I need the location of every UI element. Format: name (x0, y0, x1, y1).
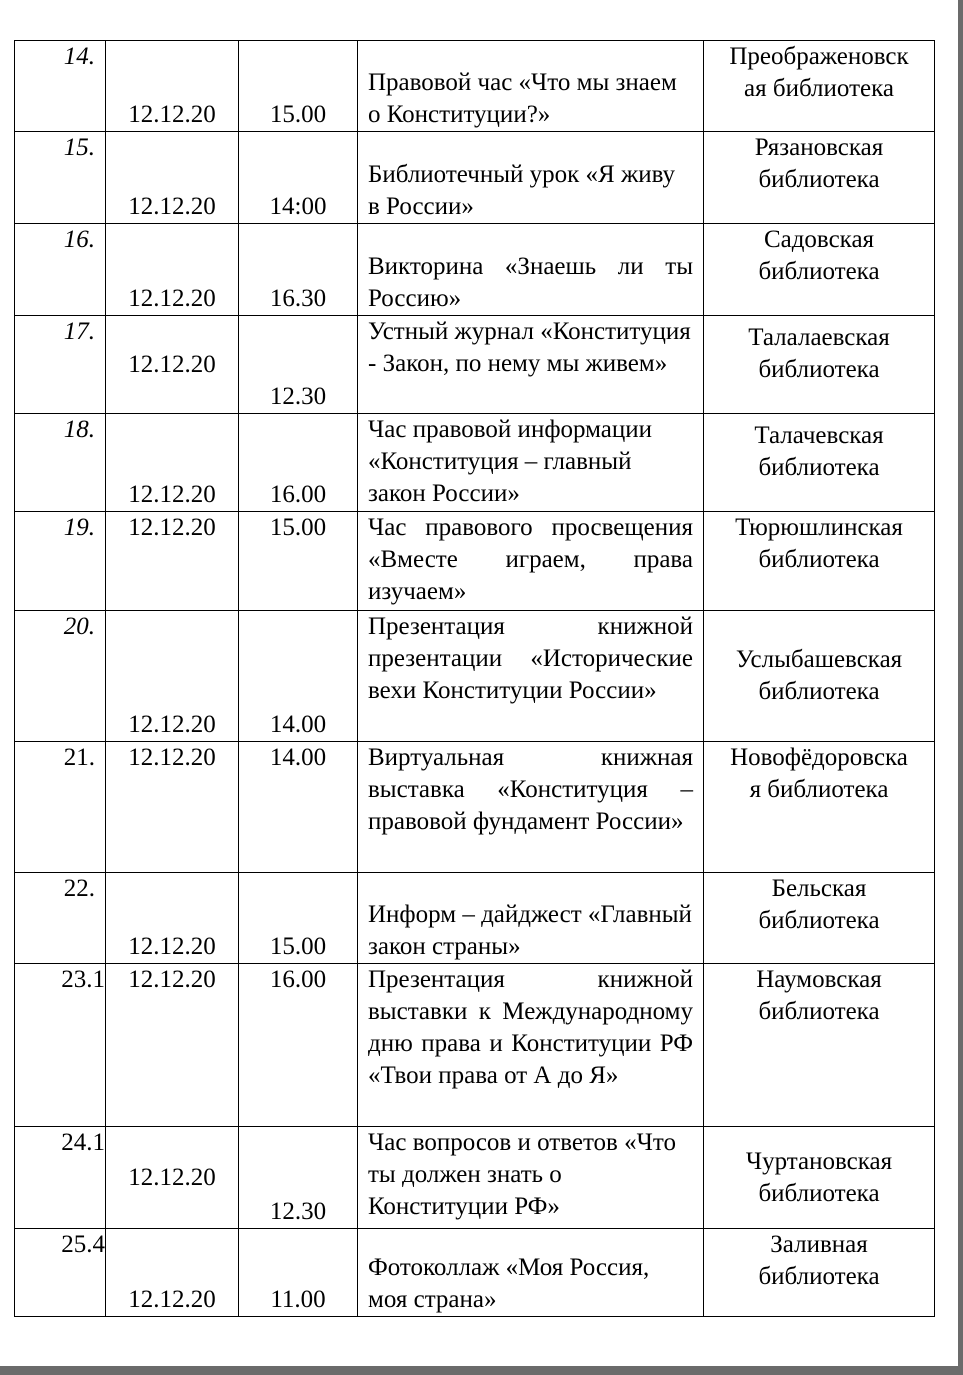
row-number: 24.1 (15, 1127, 106, 1229)
event-date: 12.12.20 (106, 224, 239, 316)
table-row (15, 1229, 935, 1317)
table-row (15, 873, 935, 964)
row-number: 18. (15, 414, 106, 512)
event-time: 14:00 (239, 132, 358, 224)
event-date: 12.12.20 (106, 873, 239, 964)
row-number: 16. (15, 224, 106, 316)
event-title: Час правовой информации «Конституция – главный закон России» (358, 414, 704, 512)
row-number: 25.4 (15, 1229, 106, 1317)
library-name: Бельская библиотека (704, 873, 935, 964)
event-time: 15.00 (239, 512, 358, 611)
event-time: 12.30 (239, 1127, 358, 1229)
library-name: Садовская библиотека (704, 224, 935, 316)
event-title: Устный журнал «Конституция - Закон, по нему мы живем» (358, 316, 704, 414)
event-title: Фотоколлаж «Моя Россия, моя страна» (358, 1229, 704, 1317)
library-name: Заливная библиотека (704, 1229, 935, 1317)
event-time: 16.30 (239, 224, 358, 316)
event-date: 12.12.20 (106, 132, 239, 224)
table-row (15, 224, 935, 316)
event-time: 14.00 (239, 611, 358, 742)
event-time: 16.00 (239, 414, 358, 512)
event-date: 12.12.20 (106, 414, 239, 512)
table-row (15, 316, 935, 414)
table-row (15, 414, 935, 512)
table-row (15, 1127, 935, 1229)
event-title: Час вопросов и ответов «Что ты должен знать о Конституции РФ» (358, 1127, 704, 1229)
event-date: 12.12.20 (106, 512, 239, 611)
event-date: 12.12.20 (106, 964, 239, 1127)
page-edge-right (958, 0, 963, 1375)
library-name: Услыбашевская библиотека (704, 611, 935, 742)
event-title: Правовой час «Что мы знаем о Конституции?» (358, 41, 704, 132)
table-row (15, 41, 935, 132)
library-name: Преображеновск ая библиотека (704, 41, 935, 132)
row-number: 17. (15, 316, 106, 414)
event-title: Презентация книжной выставки к Международному дню права и Конституции РФ «Твои права от А до Я» (358, 964, 704, 1127)
event-date: 12.12.20 (106, 611, 239, 742)
event-date: 12.12.20 (106, 742, 239, 873)
table-row (15, 964, 935, 1127)
events-table (14, 40, 935, 1317)
row-number: 23.1 (15, 964, 106, 1127)
event-time: 15.00 (239, 41, 358, 132)
table-row (15, 132, 935, 224)
library-name: Тюрюшлинская библиотека (704, 512, 935, 611)
table-row (15, 742, 935, 873)
event-time: 14.00 (239, 742, 358, 873)
row-number: 22. (15, 873, 106, 964)
library-name: Рязановская библиотека (704, 132, 935, 224)
event-title: Информ – дайджест «Главный закон страны» (358, 873, 704, 964)
event-date: 12.12.20 (106, 1229, 239, 1317)
event-time: 11.00 (239, 1229, 358, 1317)
row-number: 19. (15, 512, 106, 611)
event-time: 16.00 (239, 964, 358, 1127)
event-title: Библиотечный урок «Я живу в России» (358, 132, 704, 224)
table-row (15, 512, 935, 611)
event-time: 15.00 (239, 873, 358, 964)
event-title: Викторина «Знаешь ли ты Россию» (358, 224, 704, 316)
library-name: Чуртановская библиотека (704, 1127, 935, 1229)
event-date: 12.12.20 (106, 41, 239, 132)
library-name: Наумовская библиотека (704, 964, 935, 1127)
row-number: 20. (15, 611, 106, 742)
event-title: Час правового просвещения «Вместе играем, права изучаем» (358, 512, 704, 611)
row-number: 14. (15, 41, 106, 132)
library-name: Новофёдоровска я библиотека (704, 742, 935, 873)
event-time: 12.30 (239, 316, 358, 414)
library-name: Талачевская библиотека (704, 414, 935, 512)
event-date: 12.12.20 (106, 1127, 239, 1229)
library-name: Талалаевская библиотека (704, 316, 935, 414)
row-number: 15. (15, 132, 106, 224)
table-row (15, 611, 935, 742)
event-date: 12.12.20 (106, 316, 239, 414)
page-edge-bottom (0, 1366, 963, 1375)
event-title: Презентация книжной презентации «Исторические вехи Конституции России» (358, 611, 704, 742)
row-number: 21. (15, 742, 106, 873)
event-title: Виртуальная книжная выставка «Конституция – правовой фундамент России» (358, 742, 704, 873)
